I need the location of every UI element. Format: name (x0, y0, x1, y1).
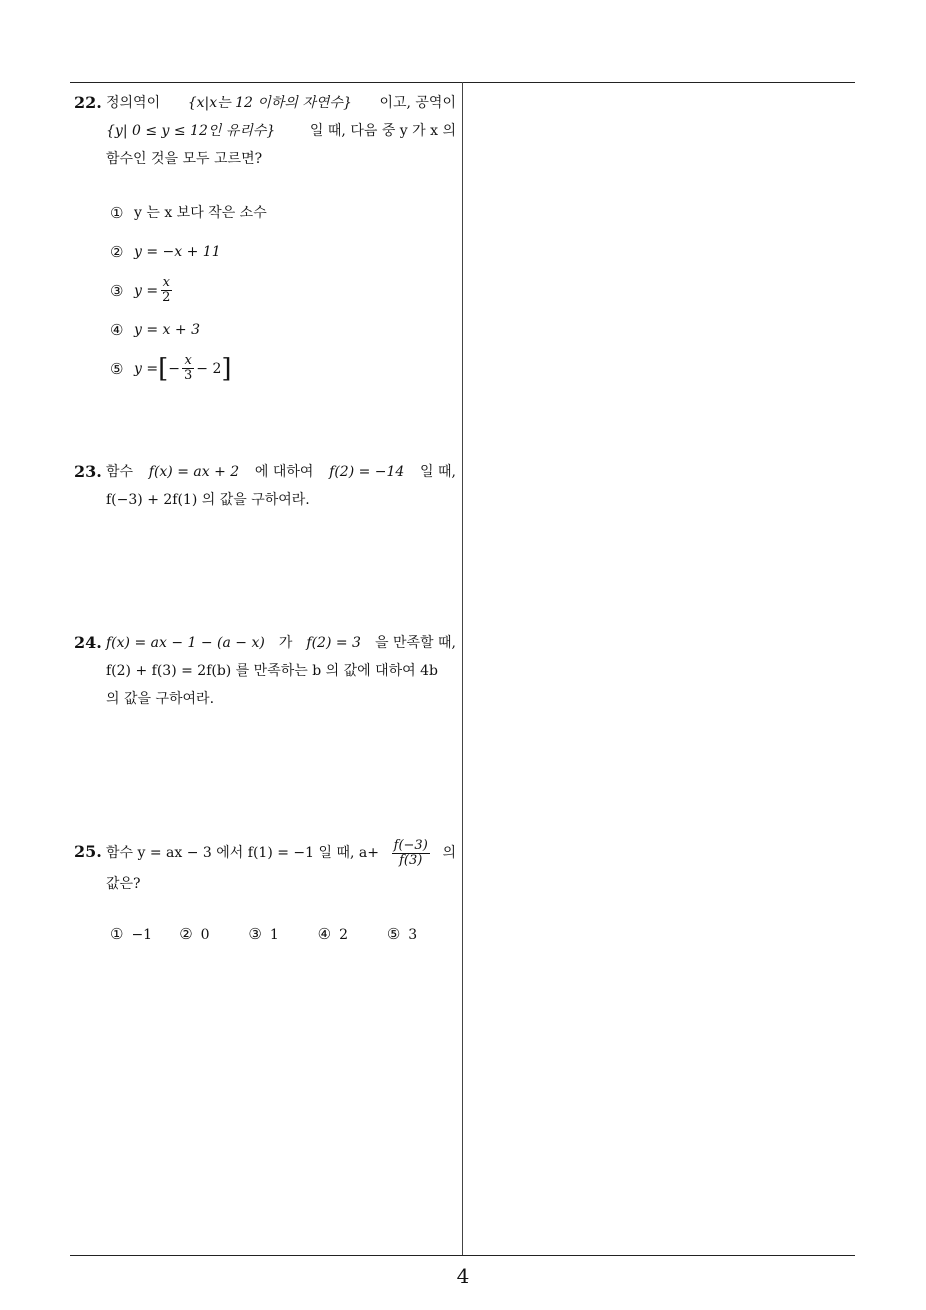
codomain-set: {y| 0 ≤ y ≤ 12인 유리수} (106, 123, 276, 139)
question-number: 22. (74, 93, 102, 112)
question-number: 23. (74, 462, 102, 481)
fraction: $\frac{x}{2}$ (162, 275, 171, 305)
domain-set: {x|x는 12 이하의 자연수} (187, 95, 352, 111)
choice-3[interactable]: ③ 1 (248, 925, 279, 943)
question-line: f(−3) + 2f(1) 의 값을 구하여라. (106, 492, 310, 508)
choice-3[interactable]: ③ y = $\frac{x}{2}$ (110, 275, 171, 305)
question-line: 의 값을 구하여라. (106, 691, 215, 707)
choice-list (110, 920, 456, 949)
footer-rule (70, 1255, 855, 1256)
column-divider (462, 82, 463, 1255)
floor-bracket-open: [ (158, 353, 169, 384)
question-line: 함수 y = ax − 3 에서 f(1) = −1 일 때, a+ $\frac{f(-3)}{f(3)}$ 의 (106, 837, 456, 868)
question-number: 24. (74, 633, 102, 652)
choice-2[interactable]: ② y = −x + 11 (110, 242, 221, 261)
fraction: $\frac{x}{3}$ (183, 353, 193, 383)
floor-bracket-close: ] (221, 353, 232, 384)
question-25 (74, 836, 456, 949)
question-line: 함수 f(x) = ax + 2 에 대하여 f(2) = −14 일 때, (106, 464, 456, 480)
choice-5[interactable]: ⑤ y = [ − $\frac{x}{3}$ − 2 ] (110, 353, 232, 384)
question-line: f(2) + f(3) = 2f(b) 를 만족하는 b 의 값에 대하여 4b (106, 663, 439, 679)
choice-5[interactable]: ⑤ 3 (386, 925, 418, 943)
question-22 (74, 89, 456, 388)
choice-4[interactable]: ④ 2 (317, 925, 348, 943)
choice-1[interactable]: ① y 는 x 보다 작은 소수 (110, 203, 267, 222)
question-line: f(x) = ax − 1 − (a − x) 가 f(2) = 3 을 만족할 때, (106, 635, 456, 651)
question-24 (74, 629, 456, 713)
question-line: 값은? (106, 876, 141, 892)
question-23 (74, 458, 456, 514)
question-number: 25. (74, 842, 102, 861)
question-line: {y| 0 ≤ y ≤ 12인 유리수} 일 때, 다음 중 y 가 x 의 (106, 117, 456, 145)
question-line: 함수인 것을 모두 고르면? (106, 151, 263, 167)
choice-1[interactable]: ① −1 (110, 925, 153, 943)
choice-2[interactable]: ② 0 (179, 925, 210, 943)
choice-list (110, 193, 456, 388)
fraction: $\frac{f(-3)}{f(3)}$ (393, 837, 428, 868)
choice-4[interactable]: ④ y = x + 3 (110, 320, 200, 339)
question-line: 정의역이 {x|x는 12 이하의 자연수} 이고, 공역이 (106, 89, 456, 117)
page-number: 4 (456, 1264, 470, 1288)
